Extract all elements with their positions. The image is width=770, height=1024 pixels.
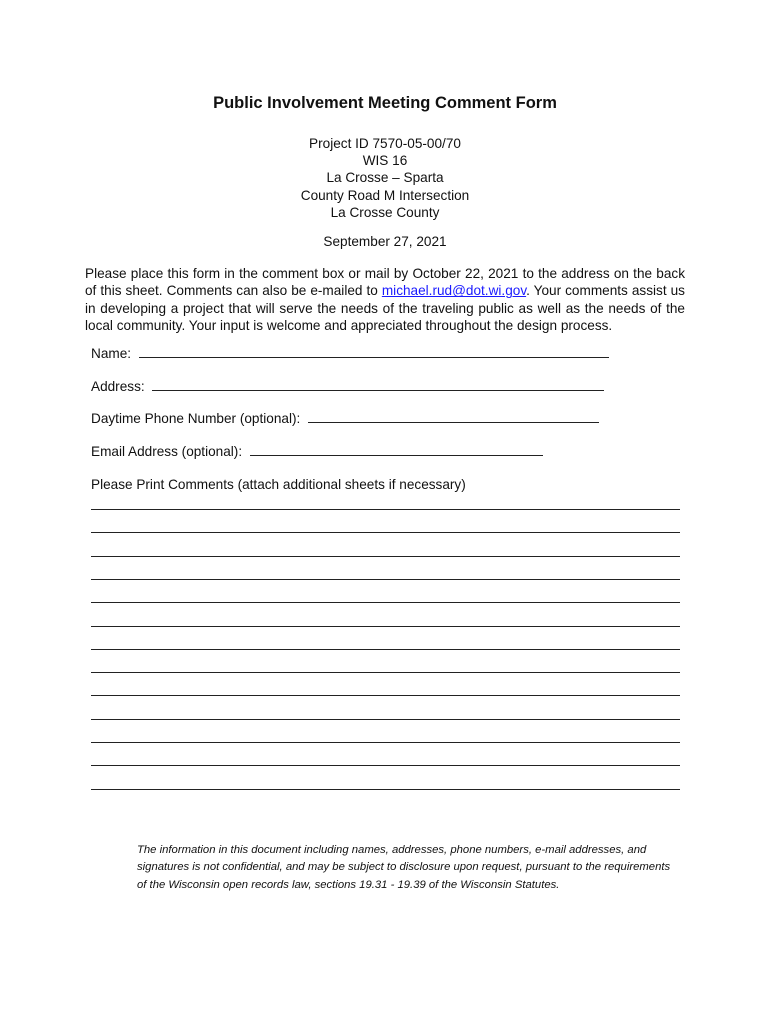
name-input-line[interactable] (139, 346, 609, 358)
meeting-date: September 27, 2021 (323, 234, 447, 249)
comment-line[interactable] (91, 742, 680, 743)
phone-label: Daytime Phone Number (optional): (91, 411, 301, 426)
comment-line[interactable] (91, 509, 680, 510)
form-title: Public Involvement Meeting Comment Form (213, 94, 557, 112)
disclaimer: The information in this document including names, addresses, phone numbers, e-mail addresses, and signatures is not confidential, and may be subject to disclosure upon request, pursuant to the requirements of the Wisconsin open records law, sections 19.31 - 19.39 of the Wisconsin Statutes. (137, 844, 671, 891)
comment-line[interactable] (91, 789, 680, 790)
comment-line[interactable] (91, 672, 680, 673)
comment-line[interactable] (91, 695, 680, 696)
address-input-line[interactable] (152, 379, 604, 391)
address-field-row (91, 378, 604, 395)
name-field-row (91, 345, 609, 362)
phone-input-line[interactable] (308, 411, 599, 423)
project-id: Project ID 7570-05-00/70 (309, 136, 461, 151)
comment-line[interactable] (91, 556, 680, 557)
project-corridor: La Crosse – Sparta (326, 170, 444, 186)
name-label: Name: (91, 346, 132, 361)
project-county: La Crosse County (330, 204, 440, 220)
comments-label: Please Print Comments (attach additional sheets if necessary) (91, 477, 466, 492)
comment-line[interactable] (91, 626, 680, 627)
comment-line[interactable] (91, 532, 680, 533)
project-info (0, 135, 770, 221)
comment-line[interactable] (91, 765, 680, 766)
email-field-row (91, 443, 543, 460)
address-label: Address: (91, 379, 145, 394)
comment-line[interactable] (91, 649, 680, 650)
email-input-line[interactable] (250, 444, 543, 456)
instructions-text-end: . Your comments assist us in developing a project that will serve the needs of the traveling public as well as the needs of the local community. Your input is welcome and appreciated throughout the design process. (85, 283, 685, 334)
project-highway: WIS 16 (362, 153, 408, 169)
email-link[interactable]: michael.rud@dot.wi.gov (381, 283, 527, 299)
comment-line[interactable] (91, 579, 680, 580)
instructions-paragraph (85, 265, 685, 335)
comment-line[interactable] (91, 602, 680, 603)
email-label: Email Address (optional): (91, 444, 243, 459)
project-location: County Road M Intersection (300, 187, 470, 203)
instructions-text-start: Please place this form in the comment box or mail by October 22, 2021 to the address on the back of this sheet. Comments can also be e-mailed to (85, 266, 685, 299)
comment-line[interactable] (91, 719, 680, 720)
phone-field-row (91, 410, 599, 427)
